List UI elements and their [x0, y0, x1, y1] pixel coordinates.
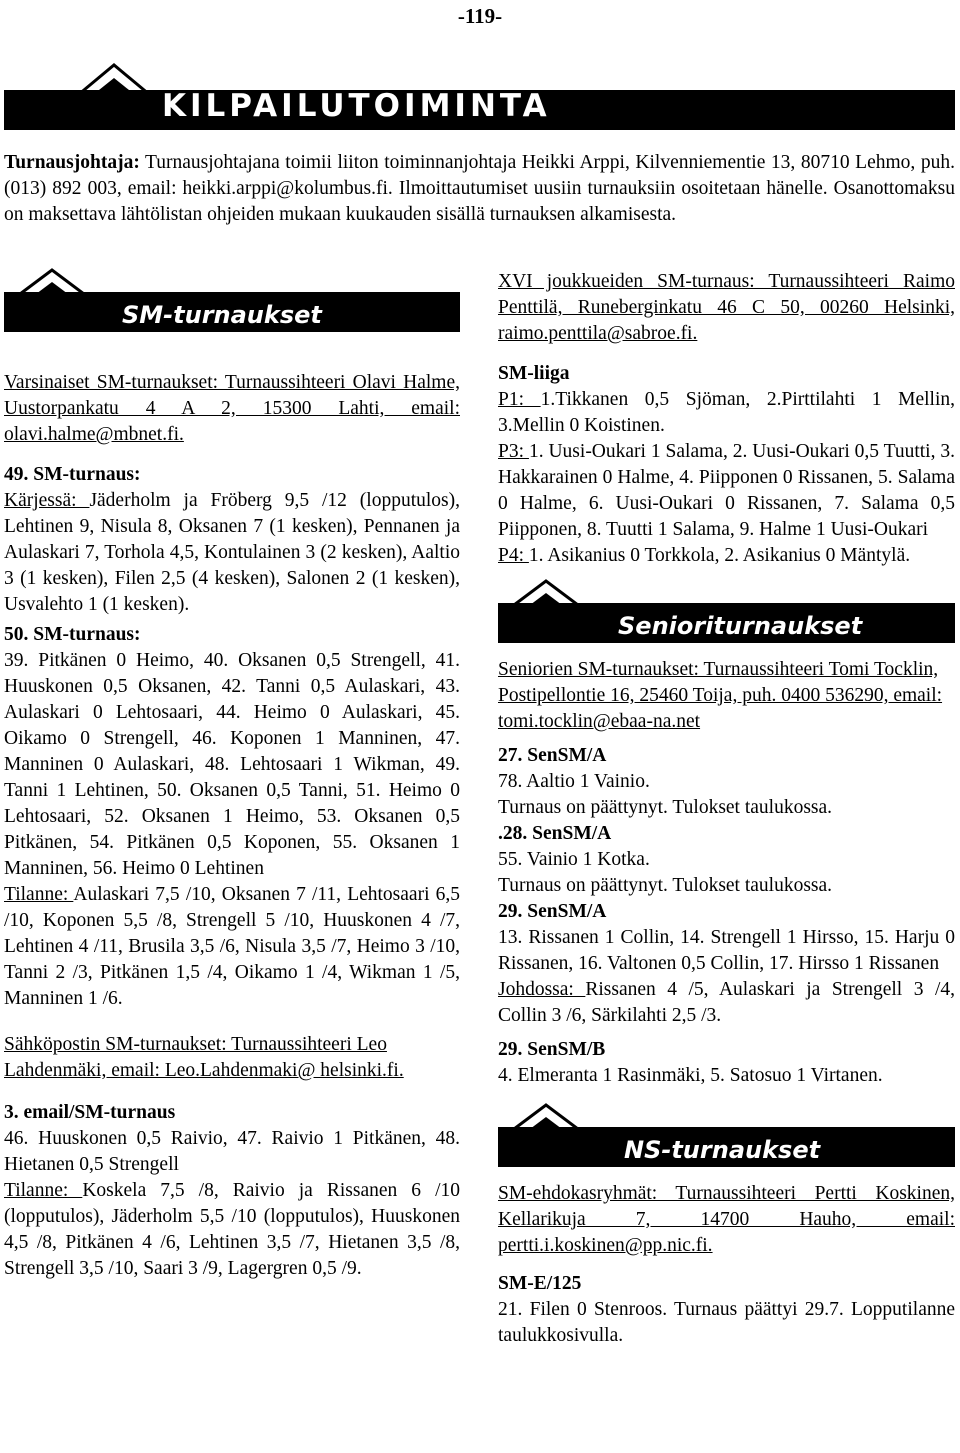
t49-text: Jäderholm ja Fröberg 9,5 /12 (lopputulos), Lehtinen 9, Nisula 8, Oksanen 7 (1 kesken), Pennanen ja Aulaskari 7, Torhola 4,5, Kontulainen 3 (2 kesken), Aaltio 3 (1 kesken), Filen 2,5 (4 kesken), Salonen 2 (1 kesken), Usvalehto 1 (1 kesken).: [4, 490, 460, 615]
t49-body: [4, 488, 460, 618]
p3-label: P3:: [498, 441, 529, 462]
e3-standing-text: Koskela 7,5 /8, Raivio ja Rissanen 6 /10 (lopputulos), Jäderholm 5,5 /10 (lopputulos), Huuskonen 4,5 /8, Pitkänen 4 /6, Lehtinen 3,5 /7, Hietanen 3,5 /8, Strengell 3,5 /10, Saari 3 /9, Lagergren 0,5 /9.: [4, 1180, 460, 1279]
left-column: [4, 266, 460, 1282]
s29b-heading: 29. SenSM/B: [498, 1039, 606, 1060]
p4-label: P4:: [498, 545, 529, 566]
ns-contact: SM-ehdokasryhmät: Turnaussihteeri Pertti Koskinen, Kellarikuja 7, 14700 Hauho, email: pertti.i.koskinen@pp.nic.fi.: [498, 1183, 955, 1256]
e3-text: 46. Huuskonen 0,5 Raivio, 47. Raivio 1 Pitkänen, 48. Hietanen 0,5 Strengell: [4, 1128, 460, 1175]
team-contact: XVI joukkueiden SM-turnaus: Turnaussihteeri Raimo Penttilä, Runeberginkatu 46 C 50, 00260 Helsinki, raimo.penttila@sabroe.fi.: [498, 271, 955, 344]
s28-text: 55. Vainio 1 Kotka.: [498, 849, 650, 870]
e3-heading: 3. email/SM-turnaus: [4, 1102, 176, 1123]
sm-contact: Varsinaiset SM-turnaukset: Turnaussihteeri Olavi Halme, Uustorpankatu 4 A 2, 15300 Lahti, email: olavi.halme@mbnet.fi.: [4, 372, 460, 445]
right-column: [498, 269, 955, 1349]
p4-row: [498, 543, 955, 569]
t50-standing: [4, 882, 460, 1012]
s29a-standing-text: Rissanen 4 /5, Aulaskari ja Strengell 3 /4, Collin 3 /6, Särkilahti 2,5 /3.: [498, 979, 955, 1026]
s29a-label: Johdossa:: [498, 979, 586, 1000]
p3-row: [498, 439, 955, 543]
s27-note: Turnaus on päättynyt. Tulokset taulukossa.: [498, 797, 833, 818]
intro-label: Turnausjohtaja:: [4, 152, 140, 173]
t50-label: Tilanne:: [4, 884, 74, 905]
ns-banner: [498, 1101, 955, 1173]
sme-heading: SM-E/125: [498, 1273, 582, 1294]
p1-row: [498, 387, 955, 439]
t50-text: 39. Pitkänen 0 Heimo, 40. Oksanen 0,5 Strengell, 41. Huuskonen 0,5 Oksanen, 42. Tanni 0,5 Aulaskari, 43. Aulaskari 0 Lehtosaari, 44. Heimo 0 Aulaskari, 45. Oikamo 0 Strengell, 46. Koponen 1 Manninen, 47. Manninen 0 Aulaskari, 48. Lehtosaari 1 Wikman, 49. Tanni 1 Lehtinen, 50. Oksanen 0,5 Tanni, 51. Heimo 0 Lehtosaari, 52. Oksanen 1 Heimo, 53. Oksanen 0,5 Pitkänen, 54. Pitkänen 0,5 Koponen, 55. Oksanen 1 Manninen, 56. Heimo 0 Lehtinen: [4, 650, 460, 879]
intro-paragraph: [4, 150, 955, 228]
s28-note: Turnaus on päättynyt. Tulokset taulukossa.: [498, 875, 833, 896]
p1-text: 1.Tikkanen 0,5 Sjöman, 2.Pirttilahti 1 Mellin, 3.Mellin 0 Koistinen.: [498, 389, 955, 436]
sm-banner: [4, 266, 460, 338]
main-banner: [4, 60, 955, 136]
senior-banner-title: Senioriturnaukset: [618, 612, 863, 640]
e3-label: Tilanne:: [4, 1180, 83, 1201]
p3-text: 1. Uusi-Oukari 1 Salama, 2. Uusi-Oukari 0,5 Tuutti, 3. Hakkarainen 0 Halme, 4. Piipponen 0 Rissanen, 5. Salama 0 Halme, 6. Uusi-Oukari 0 Rissanen, 7. Salama 0,5 Piipponen, 8. Tuutti 1 Salama, 9. Halme 1 Uusi-Oukari: [498, 441, 956, 540]
page-number: -119-: [457, 4, 503, 28]
s29b-text: 4. Elmeranta 1 Rasinmäki, 5. Satosuo 1 Virtanen.: [498, 1065, 883, 1086]
s29a-standing: [498, 977, 955, 1029]
senior-contact: Seniorien SM-turnaukset: Turnaussihteeri Tomi Tocklin, Postipellontie 16, 25460 Toija, puh. 0400 536290, email: tomi.tocklin@ebaa-na.net: [498, 659, 943, 732]
ns-banner-title: NS-turnaukset: [624, 1136, 821, 1164]
sme-text: 21. Filen 0 Stenroos. Turnaus päättyi 29.7. Lopputilanne taulukkosivulla.: [498, 1299, 955, 1346]
t49-heading: 49. SM-turnaus:: [4, 464, 141, 485]
t50-standing-text: Aulaskari 7,5 /10, Oksanen 7 /11, Lehtosaari 6,5 /10, Koponen 5,5 /8, Strengell 5 /10, Huuskonen 4 /7, Lehtinen 4 /11, Brusila 3,5 /6, Nisula 3,5 /7, Heimo 3 /10, Tanni 2 /3, Pitkänen 1,5 /4, Oikamo 1 /4, Wikman 1 /5, Manninen 1 /6.: [4, 884, 460, 1009]
intro-text: Turnausjohtajana toimii liiton toiminnanjohtaja Heikki Arppi, Kilvenniementie 13, 80710 Lehmo, puh. (013) 892 003, email: heikki.arppi@kolumbus.fi. Ilmoittautumiset uusiin turnauksiin osoitetaan hänelle. Osanottomaksu on maksettava lähtölistan ohjeiden mukaan kuukauden sisällä turnauksen alkamisesta.: [4, 152, 955, 225]
s29a-text: 13. Rissanen 1 Collin, 14. Strengell 1 Hirsso, 15. Harju 0 Rissanen, 16. Valtonen 0,5 Collin, 17. Hirsso 1 Rissanen: [498, 927, 955, 974]
sm-banner-title: SM-turnaukset: [122, 301, 322, 329]
s28-heading: .28. SenSM/A: [498, 823, 612, 844]
t50-heading: 50. SM-turnaus:: [4, 624, 141, 645]
p4-text: 1. Asikanius 0 Torkkola, 2. Asikanius 0 Mäntylä.: [528, 545, 911, 566]
s29a-heading: 29. SenSM/A: [498, 901, 607, 922]
e3-standing: [4, 1178, 460, 1282]
liiga-heading: SM-liiga: [498, 363, 570, 384]
t49-label: Kärjessä:: [4, 490, 90, 511]
email-contact: Sähköpostin SM-turnaukset: Turnaussihteeri Leo Lahdenmäki, email: Leo.Lahdenmaki@ helsinki.fi.: [4, 1034, 404, 1081]
p1-label: P1:: [498, 389, 541, 410]
senior-banner: [498, 577, 955, 649]
banner-title: KILPAILUTOIMINTA: [162, 88, 551, 124]
s27-heading: 27. SenSM/A: [498, 745, 607, 766]
s27-text: 78. Aaltio 1 Vainio.: [498, 771, 650, 792]
